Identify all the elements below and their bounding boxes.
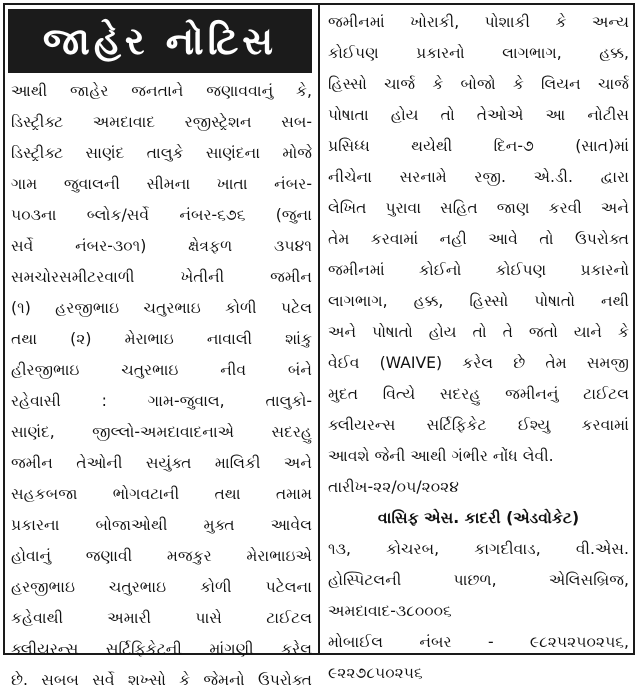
text-line: પ્રકારના બોજાઓથી મુક્ત આવેલ [11,516,312,534]
text-line: આથી જાહેર જનતાને જણાવવાનું કે, [11,82,312,100]
text-line: પ્રસિધ્ધ થયેથી દિન-૭ (સાત)માં [328,137,629,155]
mobile-number: મોબાઈલ નંબર - ૯૮૨૫૨૫૦૨૫૬, [328,633,629,651]
address-line: ૧૩, કોચરબ, કાગદીવાડ, વી.એસ. [328,540,629,558]
text-line: જમીનમાં કોઈનો કોઈપણ પ્રકારનો [328,261,629,279]
text-line: તેમ કરવામાં નહી આવે તો ઉપરોક્ત [328,230,629,248]
text-line: ૫૦૩ના બ્લોક/સર્વે નંબર-૬૭૬ (જુના [11,206,312,224]
notice-date: તારીખ-૨૨/૦૫/૨૦૨૪ [328,478,459,496]
left-text-block [11,76,312,696]
text-line: જમીન તેઓની સયુંક્ત માલિકી અને [11,454,312,472]
text-line: (૧) હરજીભાઇ ચતુરભાઇ કોળી પટેલ [11,299,312,317]
text-line: અને પોષાતો હોય તો તે જતો યાને કે [328,323,629,341]
text-line: હોવાનું જણાવી મજકુર મેરાભાઇએ [11,547,312,565]
text-line: રહેવાસી : ગામ-જુવાલ, તાલુકો- [11,392,312,410]
text-line: આવશે જેની આથી ગંભીર નોંધ લેવી. [328,447,554,465]
text-line: તથા (૨) મેરાભાઇ નાવાલી શાંકુ [11,330,312,348]
text-line: ડિસ્ટ્રીક્ટ અમદાવાદ રજીસ્ટ્રેશન સબ- [11,113,312,131]
address-line: હોસ્પિટલની પાછળ, એલિસબ્રિજ, [328,571,629,589]
text-line: સહકબજા ભોગવટાની તથા તમામ [11,485,312,503]
text-line: મુદત વિત્યે સદરહુ જમીનનું ટાઈટલ [328,385,629,403]
address-city: અમદાવાદ-૩૮૦૦૦૬ [328,602,452,620]
text-line: કહેવાથી અમારી પાસે ટાઈટલ [11,609,312,627]
text-line: સાણંદ, જીલ્લો-અમદાવાદનાએ સદરહુ [11,423,312,441]
text-line: લેખિત પુરાવા સહિત જાણ કરવી અને [328,199,629,217]
notice-title: જાહેર નોટિસ [8,9,312,73]
text-line: ક્લીયરન્સ સર્ટિફિકેટ ઈશ્યુ કરવામાં [328,416,629,434]
public-notice [3,3,635,689]
text-line: હિસ્સો ચાર્જ કે બોજો કે લિયન ચાર્જ [328,75,629,93]
text-line: નીચેના સરનામે રજી. એ.ડી. દ્વારા [328,168,629,186]
text-line: ગામ જુવાલની સીમના ખાતા નંબર- [11,175,312,193]
text-line: સમચોરસમીટરવાળી ખેતીની જમીન [11,268,312,286]
text-line: વેઈવ (WAIVE) કરેલ છે તેમ સમજી [328,354,629,372]
text-line: ક્લીયરન્સ સર્ટિફિકેટની માંગણી કરેલ [11,640,312,658]
text-line: કોઈપણ પ્રકારનો લાગભાગ, હક્ક, [328,44,629,62]
advocate-name: વાસિફ એસ. કાદરી (એડવોકેટ) [377,509,580,527]
text-line: લાગભાગ, હક્ક, હિસ્સો પોષાતો નથી [328,292,629,310]
text-line: ડિસ્ટ્રીક્ટ સાણંદ તાલુકે સાણંદના મોજે [11,144,312,162]
right-text-block [328,7,629,689]
text-line: પોષાતા હોય તો તેઓએ આ નોટીસ [328,106,629,124]
text-line: હરજીભાઇ ચતુરભાઇ કોળી પટેલના [11,578,312,596]
column-divider [318,5,320,653]
text-line: છે. સબબ સર્વે શખ્સો કે જેમનો ઉપરોક્ત [11,671,312,689]
mobile-number-alt: ૯૨૨૭૮૫૦૨૫૬ [328,664,423,682]
text-line: જમીનમાં ખોરાકી, પોશાકી કે અન્ય [328,13,629,31]
text-line: હીરજીભાઇ ચતુરભાઇ નીવ બંને [11,361,312,379]
text-line: સર્વે નંબર-૩૦૧) ક્ષેત્રફળ ૩૫૪૧ [11,237,312,255]
